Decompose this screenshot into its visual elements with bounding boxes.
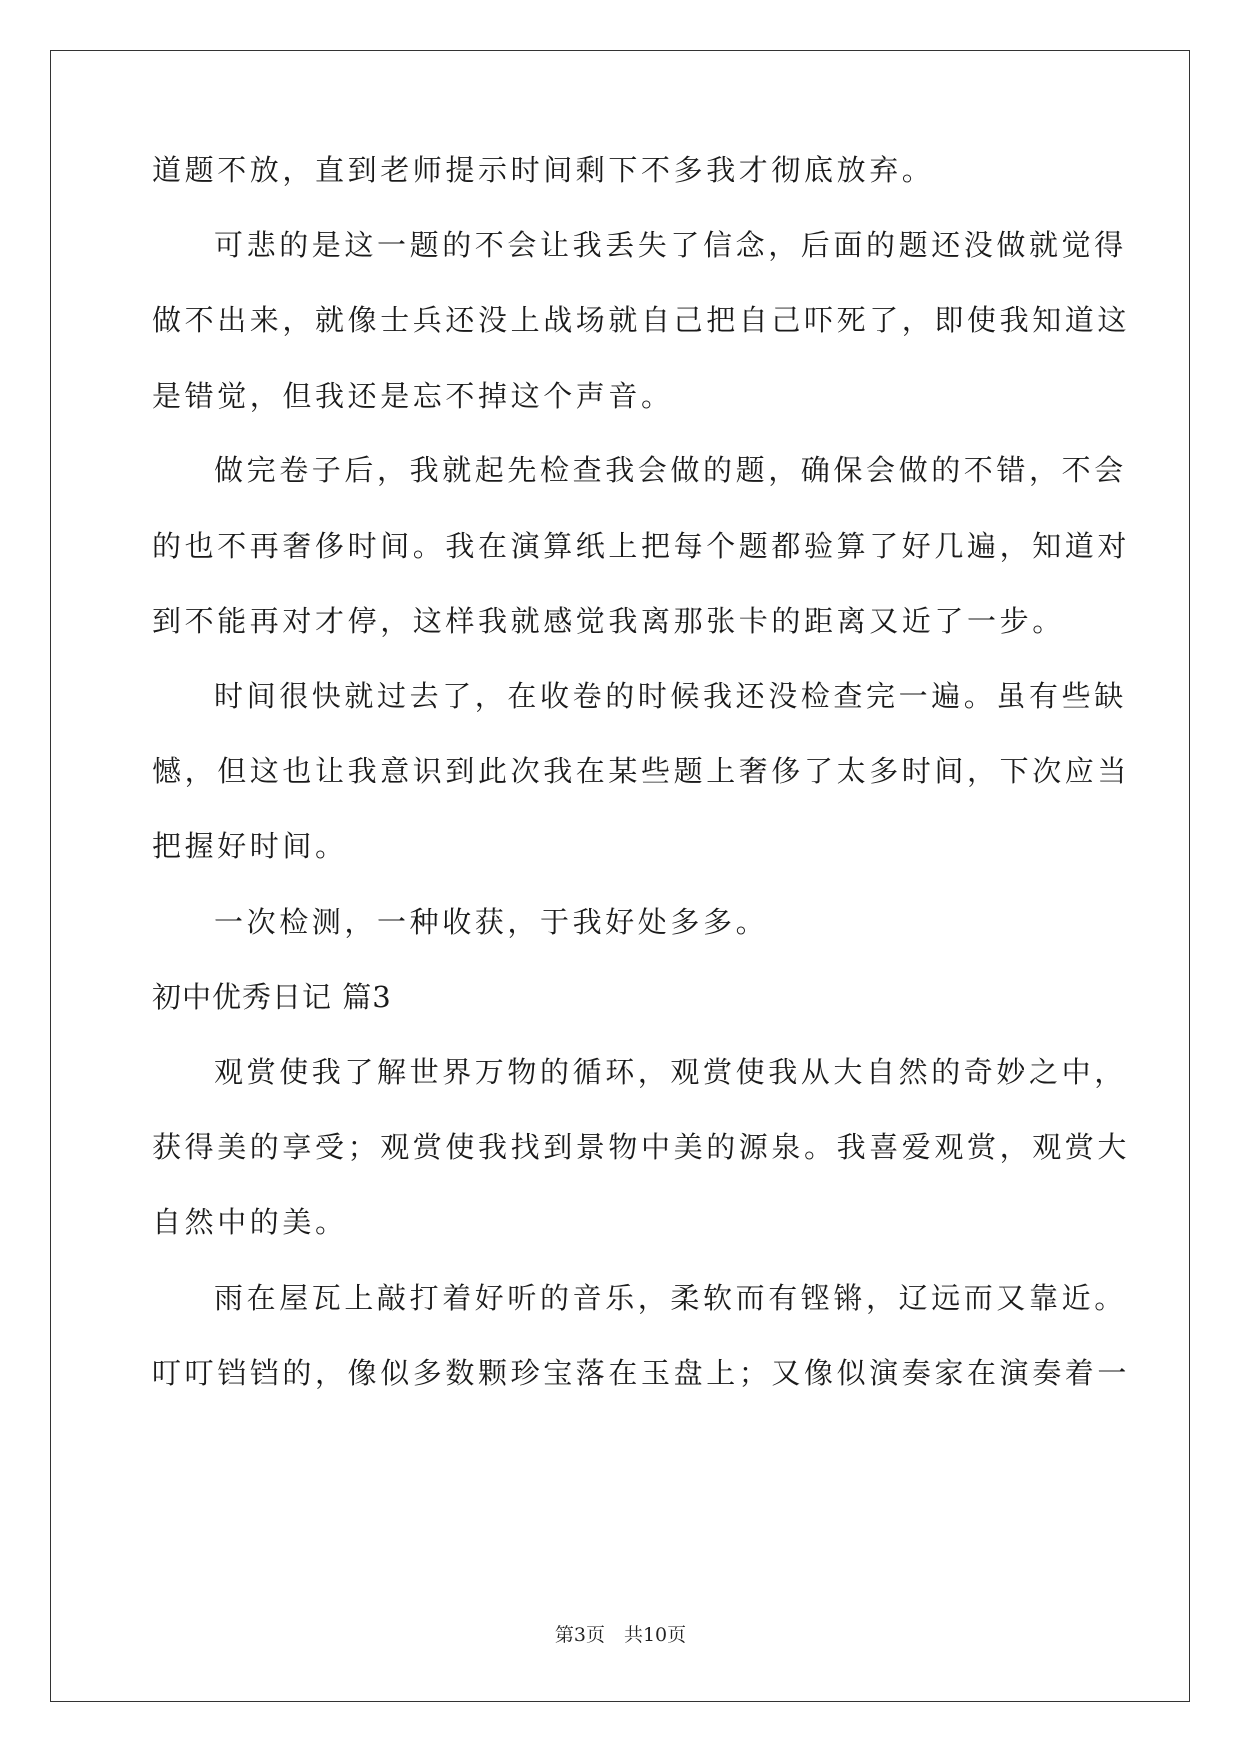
paragraph-start-line: 雨在屋瓦上敲打着好听的音乐，柔软而有铿锵，辽远而又靠近。 [214,1281,1127,1315]
page-border [50,50,1190,1702]
paragraph-start-line: 观赏使我了解世界万物的循环，观赏使我从大自然的奇妙之中， [214,1055,1127,1089]
text-line-15: 自然中的美。 [152,1205,348,1239]
text-line-3: 做不出来，就像士兵还没上战场就自己把自己吓死了，即使我知道这 [152,303,1131,337]
text-line-17: 叮叮铛铛的，像似多数颗珍宝落在玉盘上；又像似演奏家在演奏着一 [152,1356,1131,1390]
text-line-4: 是错觉，但我还是忘不掉这个声音。 [152,379,674,413]
paragraph-start-line: 做完卷子后，我就起先检查我会做的题，确保会做的不错，不会 [214,453,1127,487]
page-number-footer: 第3页 共10页 [554,1624,687,1646]
text-line-1: 道题不放，直到老师提示时间剩下不多我才彻底放弃。 [152,153,935,187]
text-line-6: 的也不再奢侈时间。我在演算纸上把每个题都验算了好几遍，知道对 [152,529,1131,563]
paragraph-start-line: 一次检测，一种收获，于我好处多多。 [214,905,769,939]
paragraph-start-line: 时间很快就过去了，在收卷的时候我还没检查完一遍。虽有些缺 [214,679,1127,713]
section-heading: 初中优秀日记 篇3 [152,980,392,1014]
text-line-14: 获得美的享受；观赏使我找到景物中美的源泉。我喜爱观赏，观赏大 [152,1130,1131,1164]
text-line-10: 把握好时间。 [152,829,348,863]
text-line-9: 憾，但这也让我意识到此次我在某些题上奢侈了太多时间，下次应当 [152,754,1131,788]
paragraph-start-line: 可悲的是这一题的不会让我丢失了信念，后面的题还没做就觉得 [214,228,1127,262]
text-line-7: 到不能再对才停，这样我就感觉我离那张卡的距离又近了一步。 [152,604,1065,638]
